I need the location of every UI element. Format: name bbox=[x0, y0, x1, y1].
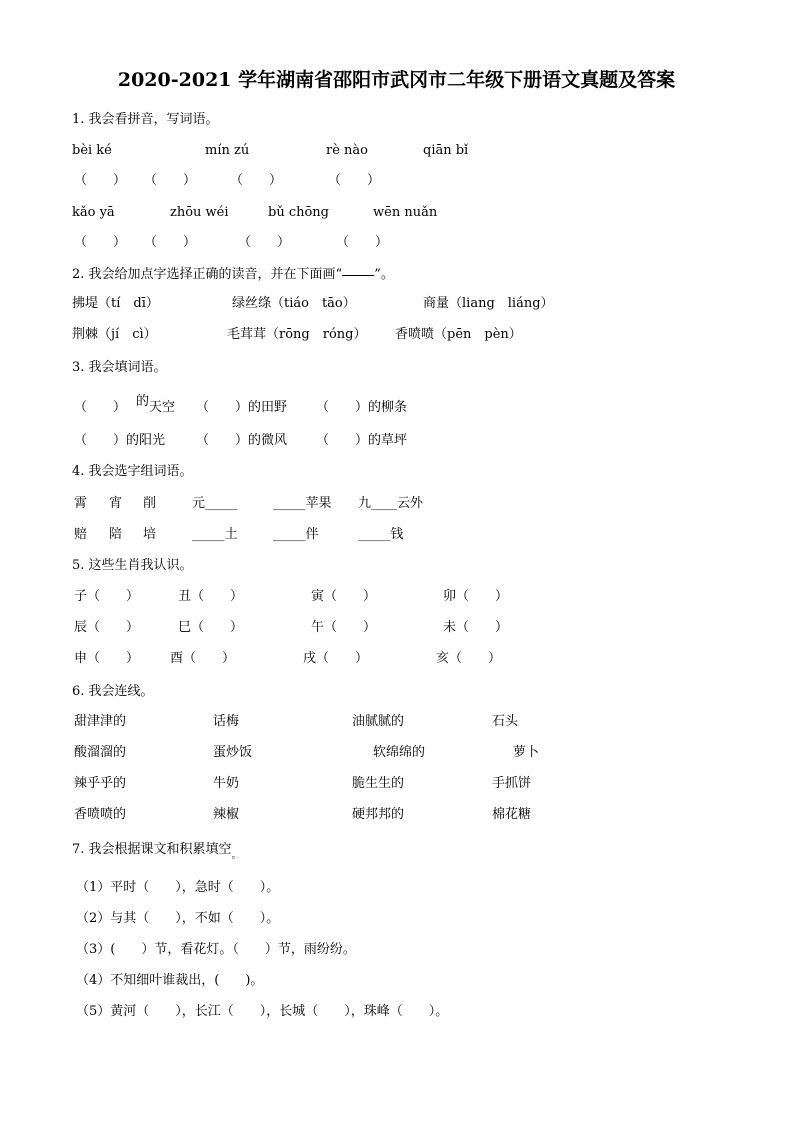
q2-item: 拂堤（tí dī） bbox=[72, 296, 159, 311]
q1-pinyin: mín zú bbox=[205, 143, 250, 158]
q6-item: 辣乎乎的 bbox=[74, 776, 127, 791]
q7-heading: 7. 我会根据课文和积累填空$_。$ bbox=[72, 842, 242, 861]
q6-heading: 6. 我会连线。 bbox=[72, 684, 154, 699]
q5-zodiac: 巳（ ） bbox=[178, 620, 244, 635]
q6-item: 蛋炒饭 bbox=[213, 745, 253, 760]
q5-zodiac: 寅（ ） bbox=[311, 589, 377, 604]
q5-zodiac: 辰（ ） bbox=[74, 620, 140, 635]
q4-char: 培 bbox=[143, 527, 157, 542]
q6-item: 硬邦邦的 bbox=[352, 807, 405, 822]
q6-item: 萝卜 bbox=[513, 745, 540, 760]
q2-item: 绿丝绦（tiáo tāo） bbox=[232, 296, 356, 311]
q6-item: 手抓饼 bbox=[492, 776, 532, 791]
q7-item: （5）黄河（ ），长江（ ），长城（ ），珠峰（ ）。 bbox=[76, 1004, 449, 1019]
q4-char: 宵 bbox=[109, 496, 123, 511]
q2-item: 商量（liang liáng） bbox=[423, 296, 554, 311]
q2-item: 荆棘（jí cì） bbox=[72, 327, 157, 342]
q1-pinyin: bǔ chōng bbox=[268, 205, 330, 220]
q7-item: （3）( ）节，看花灯。（ ）节，雨纷纷。 bbox=[76, 942, 356, 957]
q5-zodiac: 午（ ） bbox=[311, 620, 377, 635]
q7-item: （4）不知细叶谁裁出，( )。 bbox=[76, 973, 264, 988]
q1-blank: （ ） bbox=[144, 173, 197, 188]
q1-blank: （ ） bbox=[144, 235, 197, 250]
q4-char: 陪 bbox=[109, 527, 123, 542]
q4-word: _____钱 bbox=[358, 527, 404, 542]
q4-word: 九____云外 bbox=[358, 496, 424, 511]
q4-heading: 4. 我会选字组词语。 bbox=[72, 464, 193, 479]
q2-item: 毛茸茸（rōng róng） bbox=[227, 327, 367, 342]
q5-zodiac: 丑（ ） bbox=[178, 589, 244, 604]
q4-char: 霄 bbox=[74, 496, 88, 511]
q2-item: 香喷喷（pēn pèn） bbox=[395, 327, 522, 342]
q7-item: （2）与其（ ），不如（ ）。 bbox=[76, 911, 280, 926]
q4-char: 削 bbox=[143, 496, 157, 511]
q4-char: 赔 bbox=[74, 527, 88, 542]
q1-heading: 1. 我会看拼音，写词语。 bbox=[72, 112, 219, 127]
q5-zodiac: 戌（ ） bbox=[303, 651, 369, 666]
q5-zodiac: 卯（ ） bbox=[443, 589, 509, 604]
q3-de: 的 bbox=[136, 394, 150, 409]
q1-pinyin: zhōu wéi bbox=[170, 205, 229, 220]
q1-blank: （ ） bbox=[238, 235, 291, 250]
q3-phrase: （ ）的微风 bbox=[196, 433, 288, 448]
q1-blank: （ ） bbox=[230, 173, 283, 188]
q6-item: 甜津津的 bbox=[74, 714, 127, 729]
q3-phrase: （ ）的阳光 bbox=[74, 433, 166, 448]
q4-word: _____土 bbox=[192, 527, 238, 542]
q6-item: 棉花糖 bbox=[492, 807, 532, 822]
q1-blank: （ ） bbox=[74, 173, 127, 188]
page-title: 2020-2021 学年湖南省邵阳市武冈市二年级下册语文真题及答案 bbox=[117, 69, 676, 91]
q3-phrase: （ ）的柳条 bbox=[316, 400, 408, 415]
underline-sample bbox=[342, 274, 374, 276]
q6-item: 酸溜溜的 bbox=[74, 745, 127, 760]
q5-zodiac: 亥（ ） bbox=[436, 651, 502, 666]
q6-item: 香喷喷的 bbox=[74, 807, 127, 822]
q3-word: 天空 bbox=[149, 400, 176, 415]
q3-phrase: （ ）的草坪 bbox=[316, 433, 408, 448]
q6-item: 牛奶 bbox=[213, 776, 240, 791]
q1-pinyin: qiān bǐ bbox=[423, 143, 469, 158]
q5-heading: 5. 这些生肖我认识。 bbox=[72, 558, 193, 573]
q4-word: 元_____ bbox=[192, 496, 238, 511]
q6-item: 石头 bbox=[492, 714, 519, 729]
q4-word: _____伴 bbox=[273, 527, 319, 542]
q2-heading: 2. 我会给加点字选择正确的读音，并在下面画“ ”。 bbox=[72, 267, 394, 282]
q1-blank: （ ） bbox=[328, 173, 381, 188]
q5-zodiac: 子（ ） bbox=[74, 589, 140, 604]
q3-heading: 3. 我会填词语。 bbox=[72, 360, 167, 375]
q1-pinyin: wēn nuǎn bbox=[373, 205, 438, 220]
q1-pinyin: kǎo yā bbox=[72, 205, 115, 220]
q1-pinyin: bèi ké bbox=[72, 143, 112, 158]
q5-zodiac: 申（ ） bbox=[74, 651, 140, 666]
q7-item: （1）平时（ ），急时（ ）。 bbox=[76, 880, 280, 895]
q4-word: _____苹果 bbox=[273, 496, 332, 511]
q1-blank: （ ） bbox=[74, 235, 127, 250]
q6-item: 脆生生的 bbox=[352, 776, 405, 791]
q3-phrase: （ ）的田野 bbox=[196, 400, 288, 415]
q6-item: 辣椒 bbox=[213, 807, 240, 822]
q1-blank: （ ） bbox=[336, 235, 389, 250]
q5-zodiac: 未（ ） bbox=[443, 620, 509, 635]
q5-zodiac: 酉（ ） bbox=[170, 651, 236, 666]
q1-pinyin: rè nào bbox=[326, 143, 368, 158]
q3-blank: （ ） bbox=[74, 400, 127, 415]
q6-item: 话梅 bbox=[213, 714, 240, 729]
q6-item: 油腻腻的 bbox=[352, 714, 405, 729]
q6-item: 软绵绵的 bbox=[373, 745, 426, 760]
